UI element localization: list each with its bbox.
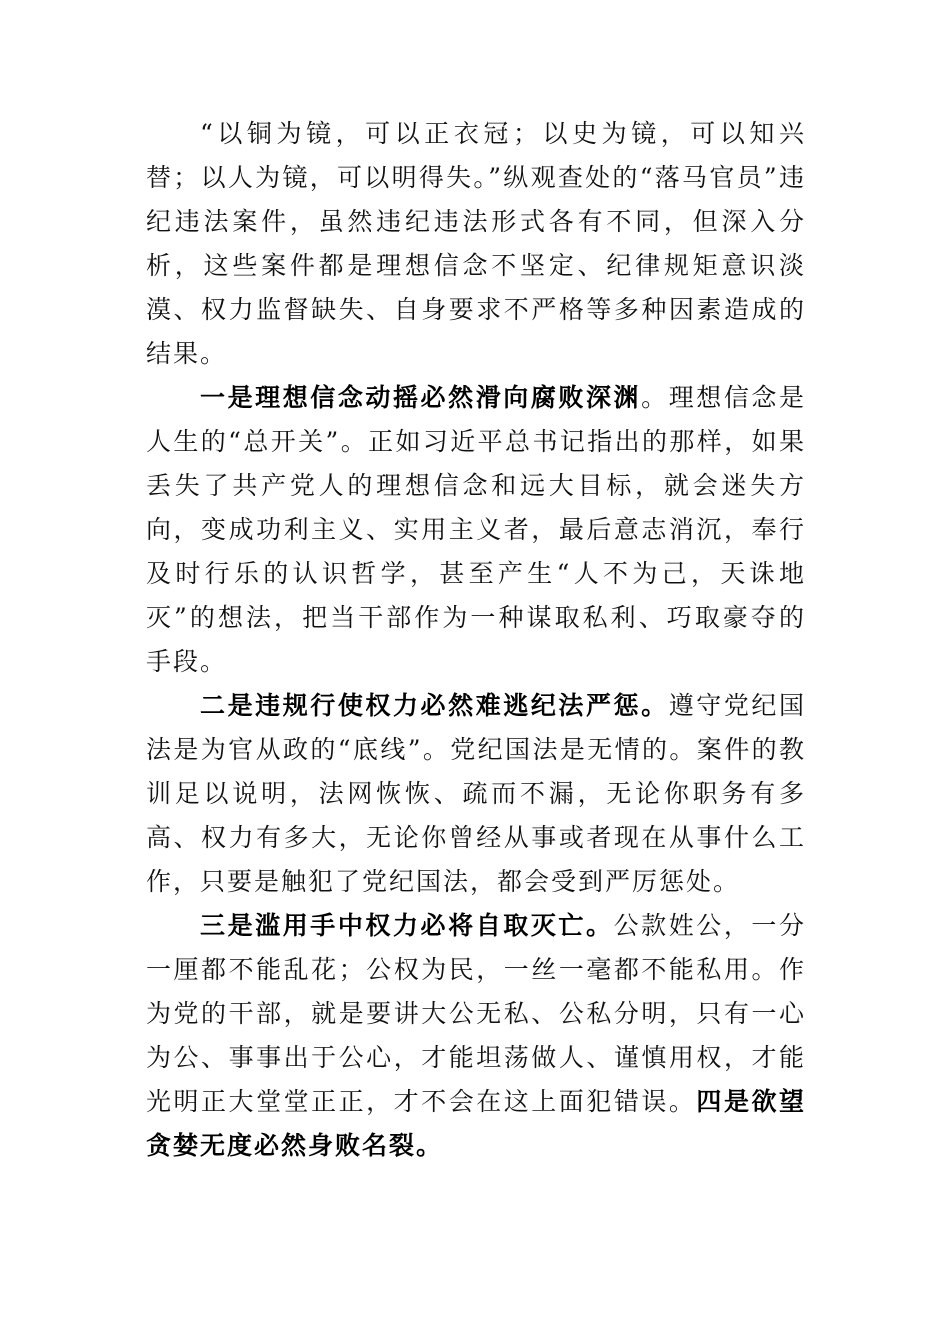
paragraph-lead: 三是滥用手中权力必将自取灭亡。 [200, 911, 614, 940]
document-body [146, 112, 806, 1168]
paragraph-intro [146, 112, 806, 376]
paragraph-lead: 一是理想信念动摇必然滑向腐败深渊 [200, 383, 642, 412]
paragraph-text: 遵守党纪国法是为官从政的“底线”。党纪国法是无情的。案件的教训足以说明，法网恢恢、疏而不漏，无论你职务有多高、权力有多大，无论你曾经从事或者现在从事什么工作，只要是触犯了党纪国法，都会受到严厉惩处。 [146, 691, 806, 896]
paragraph-text: 。理想信念是人生的“总开关”。正如习近平总书记指出的那样，如果丢失了共产党人的理想信念和远大目标，就会迷失方向，变成功利主义、实用主义者，最后意志消沉，奉行及时行乐的认识哲学，甚至产生“人不为己，天诛地灭”的想法，把当干部作为一种谋取私利、巧取豪夺的手段。 [146, 383, 806, 676]
paragraph-point-one [146, 376, 806, 684]
paragraph-text: 公款姓公，一分一厘都不能乱花；公权为民，一丝一毫都不能私用。作为党的干部，就是要讲大公无私、公私分明，只有一心为公、事事出于公心，才能坦荡做人、谨慎用权，才能光明正大堂堂正正，才不会在这上面犯错误。 [146, 911, 806, 1116]
paragraph-tail: 四是欲望贪婪无度必然身败名裂。 [146, 1087, 806, 1160]
paragraph-point-three [146, 904, 806, 1168]
paragraph-point-two [146, 684, 806, 904]
paragraph-lead: 二是违规行使权力必然难逃纪法严惩。 [200, 691, 669, 720]
paragraph-text: “以铜为镜，可以正衣冠；以史为镜，可以知兴替；以人为镜，可以明得失。”纵观查处的“落马官员”违纪违法案件，虽然违纪违法形式各有不同，但深入分析，这些案件都是理想信念不坚定、纪律规矩意识淡漠、权力监督缺失、自身要求不严格等多种因素造成的结果。 [146, 119, 806, 368]
